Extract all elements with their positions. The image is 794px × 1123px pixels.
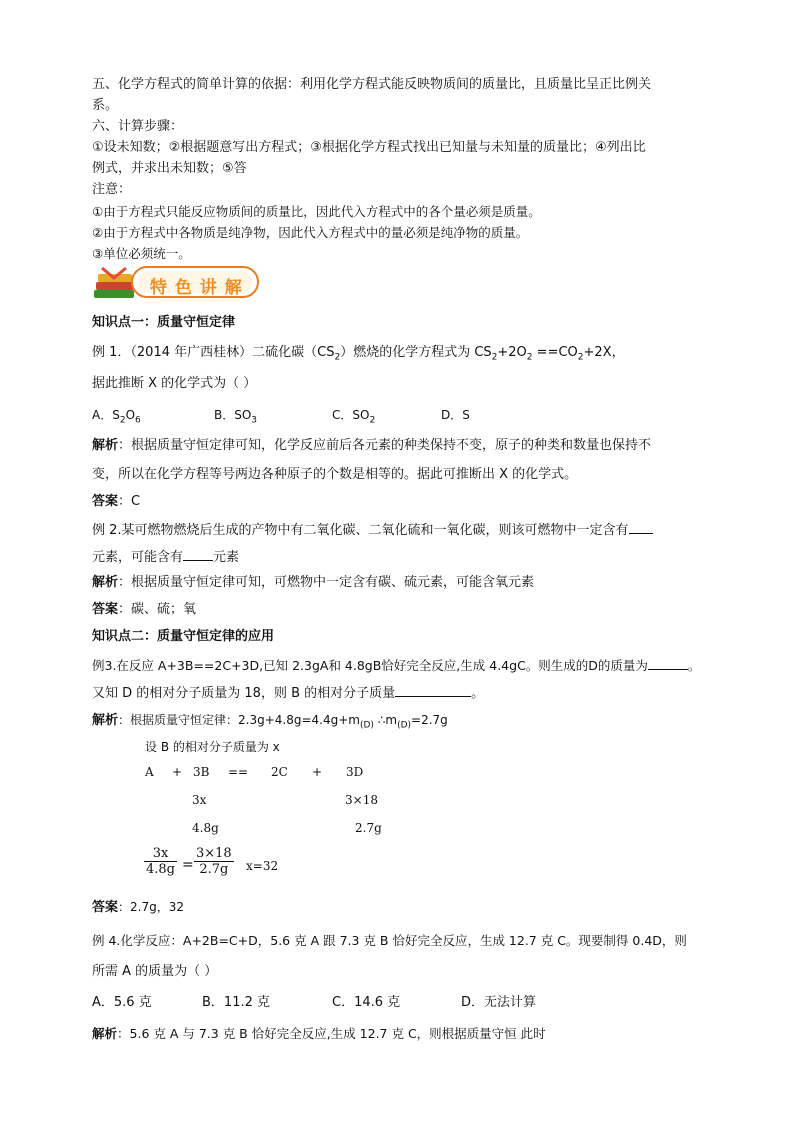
sec6-line1: ①设未知数；②根据题意写出方程式；③根据化学方程式找出已知量与未知量的质量比；④列出比 (92, 140, 646, 155)
ex1-answer: 答案：C (92, 494, 141, 509)
fraction-left: $\frac{3x}{4.8g}$ (146, 846, 175, 877)
eq-plus-1: + (172, 765, 183, 779)
ex1-analysis-line2: 变，所以在化学方程等号两边各种原子的个数是相等的。据此可推断出 X 的化学式。 (92, 467, 578, 482)
fraction-right: $\frac{3\times 18}{2.7g}$ (196, 846, 232, 877)
ex2-answer: 答案：碳、硫；氧 (92, 602, 197, 617)
ex4-analysis: 解析：5.6 克 A 与 7.3 克 B 恰好完全反应,生成 12.7 克 C，则根据质量守恒 此时 (92, 1026, 546, 1041)
fraction-equals: = (182, 857, 194, 873)
ex4-option-a: A．5.6 克 (92, 995, 152, 1010)
eq-term-2c: 2C (271, 765, 288, 779)
ex3-question-line1: 例3.在反应 A+3B==2C+3D,已知 2.3gA和 4.8gB恰好完全反应,生成 4.4gC。则生成的D的质量为 。 (92, 658, 701, 673)
ex2-question-line2: 元素，可能含有 元素 (92, 547, 239, 567)
eq-given-b: 4.8g (192, 821, 219, 835)
ex1-question-line1: 例 1．（2014 年广西桂林）二硫化碳$(CS_2)$燃烧的化学方程式为 $CS_2+2O_2 ==CO_2+2X$， (92, 345, 625, 363)
ex1-options (92, 406, 470, 429)
sec6-title: 六、计算步骤： (92, 119, 184, 134)
eq-equals: == (228, 765, 249, 779)
ex4-option-c: C．14.6 克 (332, 995, 401, 1010)
ex2-question-line1: 例 2.某可燃物燃烧后生成的产物中有二氧化碳、二氧化硫和一氧化碳，则该可燃物中一定含有 (92, 520, 653, 540)
ex3-answer: 答案：2.7g，32 (92, 900, 184, 915)
eq-plus-2: + (312, 765, 323, 779)
eq-mass-b: 3x (192, 793, 207, 807)
ex1-option-c: C．$SO_2$ (332, 408, 376, 426)
sec5-line1: 五、化学方程式的简单计算的依据：利用化学方程式能反映物质间的质量比，且质量比呈正比例关 (92, 77, 652, 92)
ex1-question-line2: 据此推断 X 的化学式为（ ） (92, 376, 257, 391)
ex4-question-line2: 所需 A 的质量为（ ） (92, 964, 218, 979)
note-1: ①由于方程式只能反应物质间的质量比，因此代入方程式中的各个量必须是质量。 (92, 204, 541, 219)
ex1-option-a: A．$S_2O_6$ (92, 408, 141, 426)
ex1-option-b: B．$SO_3$ (214, 408, 258, 426)
ex1-analysis-line1: 解析：根据质量守恒定律可知，化学反应前后各元素的种类保持不变，原子的种类和数量也保持不 (92, 438, 652, 453)
eq-term-3b: 3B (193, 765, 210, 779)
eq-term-3d: 3D (346, 765, 364, 779)
sec6-line2: 例式，并求出未知数；⑤答 (92, 161, 247, 176)
kp1-title: 知识点一：质量守恒定律 (92, 315, 236, 330)
eq-mass-d: 3×18 (345, 793, 378, 807)
note-2: ②由于方程式中各物质是纯净物，因此代入方程式中的量必须是纯净物的质量。 (92, 225, 529, 240)
banner-text: 特 色 讲 解 (150, 278, 243, 298)
note-3: ③单位必须统一。 (92, 246, 191, 261)
feature-banner (92, 264, 262, 302)
ex3-analysis: 解析：根据质量守恒定律：$2.3g+4.8g=4.4g+m_{(D)}$ $\therefore m_{(D)}=2.7g$ (92, 713, 448, 731)
kp2-title: 知识点二：质量守恒定律的应用 (92, 629, 275, 644)
ex3-question-line2: 又知 D 的相对分子质量为 18，则 B 的相对分子质量 。 (92, 683, 484, 703)
ex4-options (92, 994, 537, 1012)
ex2-analysis: 解析：根据质量守恒定律可知，可燃物中一定含有碳、硫元素，可能含氧元素 (92, 575, 535, 590)
ex4-question-line1: 例 4.化学反应：A+2B=C+D，5.6 克 A 跟 7.3 克 B 恰好完全反应，生成 12.7 克 C。现要制得 0.4D，则 (92, 933, 687, 948)
sec5-line2: 系。 (92, 98, 119, 113)
ex4-option-d: D．无法计算 (461, 995, 537, 1010)
ex3-set-variable: 设 B 的相对分子质量为 x (145, 740, 280, 754)
eq-given-d: 2.7g (355, 821, 382, 835)
ex1-option-d: D．S (441, 408, 470, 422)
ex4-option-b: B．11.2 克 (202, 995, 270, 1010)
eq-term-a: A (145, 765, 154, 779)
notes-title: 注意： (92, 182, 132, 197)
x-result: x=32 (246, 859, 279, 873)
